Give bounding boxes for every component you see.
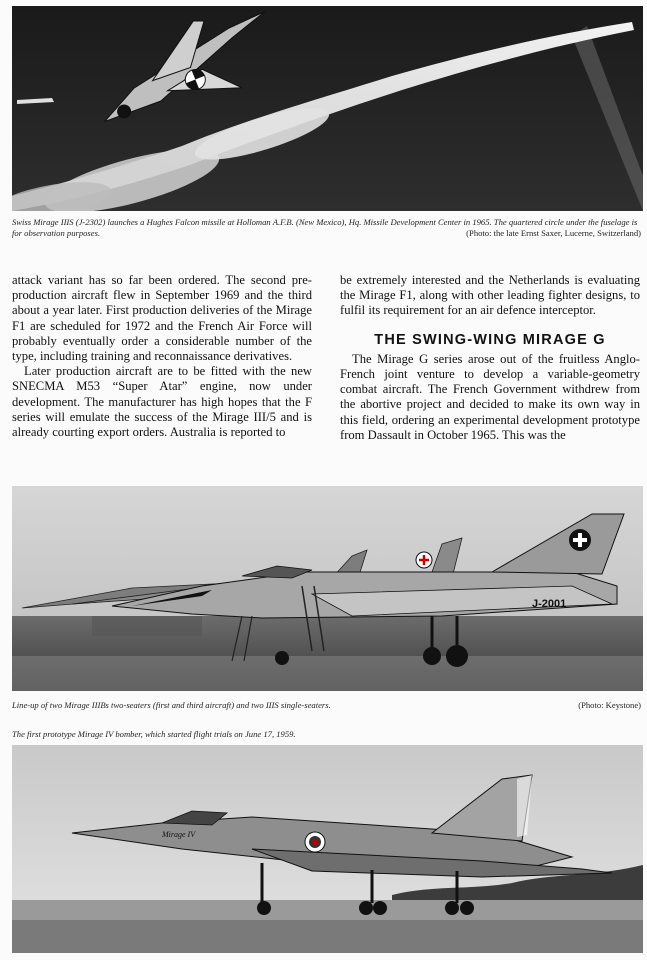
left-paragraph-1: attack variant has so far been ordered. The second pre-production aircraft flew in September 1969 and the third about a year later. First production deliveries of the Mirage F1 are scheduled for 1972 and the French Air Force will probably eventually order a considerable number of the type, including training and reconnaissance derivatives. (12, 273, 312, 364)
right-paragraph-1: be extremely interested and the Netherlands is evaluating the Mirage F1, along with other leading fighter designs, to fulfil its requirement for an air defence interceptor. (340, 273, 640, 318)
caption-text: The first prototype Mirage IV bomber, which started flight trials on June 17, 1959. (12, 729, 296, 739)
section-heading: THE SWING-WING MIRAGE G (374, 331, 606, 348)
missile-launch-photo (12, 6, 643, 211)
aircraft-marking: Mirage IV (162, 830, 196, 839)
caption-text: Swiss Mirage IIIS (J-2302) launches a Hughes Falcon missile at Holloman A.F.B. (New Mexico), Hq. Missile Development Center in 1965. The quartered circle under the fuselage is for observation purposes. (12, 217, 638, 238)
right-paragraph-2: The Mirage G series arose out of the fruitless Anglo-French joint venture to develop a variable-geometry combat aircraft. The French Government withdrew from the abortive project and decided to make its own way in this field, ordering an experimental development prototype from Dassault in October 1965. This was the (340, 351, 640, 442)
aircraft-marking: J-2001 (532, 598, 567, 610)
bomber-photo-caption (12, 729, 643, 740)
left-text-column (12, 273, 312, 440)
bomber-photo (12, 745, 643, 953)
lineup-photo (12, 486, 643, 691)
caption-text: Line-up of two Mirage IIIBs two-seaters (first and third aircraft) and two IIIS single-seaters. (12, 700, 331, 710)
right-text-column (340, 273, 640, 443)
left-paragraph-2: Later production aircraft are to be fitted with the new SNECMA M53 “Super Atar” engine, now under development. The manufacturer has high hopes that the F series will emulate the success of the Mirage III/5 and is already courting export orders. Australia is reported to (12, 364, 312, 440)
lineup-photo-credit: (Photo: Keystone) (578, 700, 641, 710)
lineup-photo-caption (12, 700, 462, 711)
missile-photo-credit: (Photo: the late Ernst Saxer, Lucerne, Switzerland) (466, 228, 641, 238)
